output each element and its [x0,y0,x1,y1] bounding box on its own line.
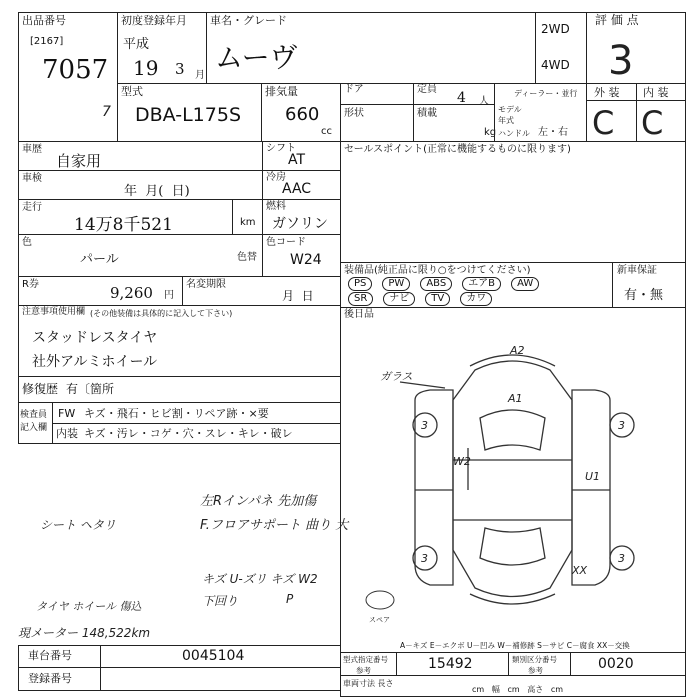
reg-year-label: 初度登録年月 [121,14,187,27]
model-year-label: モデル 年式 [498,105,522,125]
door-label: ドア [344,84,364,95]
drive-2wd: 2WD [541,22,570,36]
equipment-item: ナビ [383,292,415,306]
lot-label: 出品番号 [22,14,66,27]
history-label: 車歴 [22,144,42,155]
fuel-value: ガソリン [272,216,328,232]
displacement-label: 排気量 [265,85,298,98]
name-label: 車名・グレード [210,14,287,27]
note-p: P [286,592,294,606]
lot-note: 7 [102,104,111,120]
dims-label: 車両寸法 長さ [343,679,394,688]
capacity-unit: 人 [479,96,489,107]
color-code-value: W24 [290,252,322,268]
color-code-label: 色コード [266,237,306,248]
type-designation-label: 型式指定番号 [343,655,388,664]
inspector-label-1: 検査員 [20,410,48,420]
mileage-label: 走行 [22,202,42,213]
fuel-label: 燃料 [266,201,286,212]
notes-line-2: 社外アルミホイール [32,354,158,370]
capacity-label: 定員 [417,84,437,95]
diag-a1: A1 [508,392,523,405]
history-value: 自家用 [56,152,102,170]
fw-items: キズ・飛石・ヒビ割・リペア跡・×要 [84,407,269,420]
diag-tire-fr: 3 [618,419,625,432]
notes-line-1: スタッドレスタイヤ [32,330,158,346]
diag-a2: A2 [510,344,525,357]
diag-w2: W2 [453,455,471,468]
spare-tire-icon [366,591,394,609]
damage-legend: A－キズ E－エクボ U－凹み W－補修跡 S－サビ C－腐食 XX－交換 [400,641,630,650]
car-rear-bumper [470,594,555,604]
shift-value: AT [288,152,306,168]
car-name: ムーヴ [215,41,298,74]
capacity-value: 4 [457,90,466,106]
caution-label: 注意事項使用欄 [22,307,86,317]
lot-sub: [2167] [30,36,64,47]
handle-value: 左・右 [538,127,568,138]
dims-units: cm 幅 cm 高さ cm [472,685,564,694]
sales-point-box [340,141,686,263]
interior-inspect-label: 内装 [56,427,78,440]
note-4: 下回り [202,594,239,608]
note-tire: タイヤ ホイール 傷込 [36,600,142,613]
inspection-label: 車検 [22,173,42,184]
ac-label: 冷房 [266,172,286,183]
model-label: 型式 [121,85,143,98]
diag-xx: XX [572,564,588,577]
color-value: パール [80,252,119,267]
handle-label: ハンドル [498,129,530,138]
load-label: 積載 [417,108,437,119]
fw-label: FW [58,407,76,420]
score-label: 評 価 点 [595,13,639,27]
note-meter: 現メーター 148,522km [18,626,151,640]
shape-label: 形状 [344,108,364,119]
equipment-item: PW [382,277,410,291]
inspector-label-2: 記入欄 [20,423,48,433]
car-right-side [572,390,610,585]
model-value: DBA-L175S [135,104,242,126]
lot-number: 7057 [42,55,109,85]
equipment-label: 装備品(純正品に限り○をつけてください) [344,265,531,276]
note-seat: シート ヘタリ [40,518,116,532]
era: 平成 [123,37,150,52]
type-designation-value: 15492 [428,656,473,672]
interior-grade: C [641,104,664,142]
class-value: 0020 [598,656,634,672]
diag-glass: ガラス [380,370,413,383]
equipment-item: AW [511,277,539,291]
recycle-amount: 9,260 [110,284,153,302]
exterior-label: 外 装 [594,86,620,99]
displacement-unit: cc [321,126,332,137]
rear-label: 後日品 [344,309,374,320]
note-3: キズ U-ズリ キズ W2 [202,572,318,586]
shift-label: シフト [266,143,296,154]
load-unit: kg [484,127,497,138]
repair-label: 修復歴 [22,382,59,396]
ac-value: AAC [282,181,312,197]
transfer-format: 月 日 [282,289,314,303]
color-label: 色 [22,237,32,248]
drive-4wd: 4WD [541,58,570,72]
mileage-unit: km [240,217,256,228]
equipment-item: カワ [460,292,492,306]
class-label: 類別区分番号 [512,655,557,664]
reg-month: 3 [175,60,185,78]
diag-u1: U1 [585,470,601,483]
equipment-item: エアB [462,277,501,291]
reg-month-unit: 月 [195,70,205,81]
equipment-item: PS [348,277,372,291]
class-reference-label: 参考 [528,666,543,675]
diag-tire-rl: 3 [421,552,428,565]
original-color-label: 色替 [237,252,257,263]
transfer-label: 名変期限 [186,279,226,290]
repair-value: 有〔箇所 [66,382,115,396]
diag-tire-fl: 3 [421,419,428,432]
mileage-value: 14万8千521 [74,215,173,235]
interior-label: 内 装 [643,86,669,99]
type-reference-label: 参考 [356,666,371,675]
note-2: F.フロアサポート 曲り 大 [200,518,349,533]
new-car-value: 有・無 [624,288,664,303]
equipment-row-2 [348,292,608,306]
score-value: 3 [608,38,634,84]
car-damage-diagram [340,330,686,630]
chassis-label: 車台番号 [28,649,72,662]
exterior-grade: C [592,104,615,142]
diag-spare: スペア [369,616,390,624]
displacement-value: 660 [285,104,320,125]
diag-tire-rr: 3 [618,552,625,565]
reg-year: 19 [133,56,159,80]
recycle-yen: 円 [164,290,174,301]
recycle-label: R券 [22,279,39,290]
sales-point-label: セールスポイント(正常に機能するものに限ります) [344,144,571,155]
equipment-item: ABS [420,277,452,291]
car-windshield [480,410,545,450]
dealer-label: ディーラー・並行 [514,89,578,98]
caution-sub: (その他装備は具体的に記入して下さい) [90,309,233,318]
reg-label: 登録番号 [28,672,72,685]
new-car-label: 新車保証 [617,265,657,276]
interior-inspect-items: キズ・汚レ・コゲ・穴・スレ・キレ・破レ [84,427,293,440]
equipment-item: TV [425,292,450,306]
equipment-row-1 [348,277,608,291]
equipment-item: SR [348,292,373,306]
inspection-format: 年 月( 日) [124,184,190,199]
chassis-value: 0045104 [182,648,245,664]
car-rear-window [480,528,545,565]
note-1: 左Rインパネ 先加傷 [200,494,317,509]
